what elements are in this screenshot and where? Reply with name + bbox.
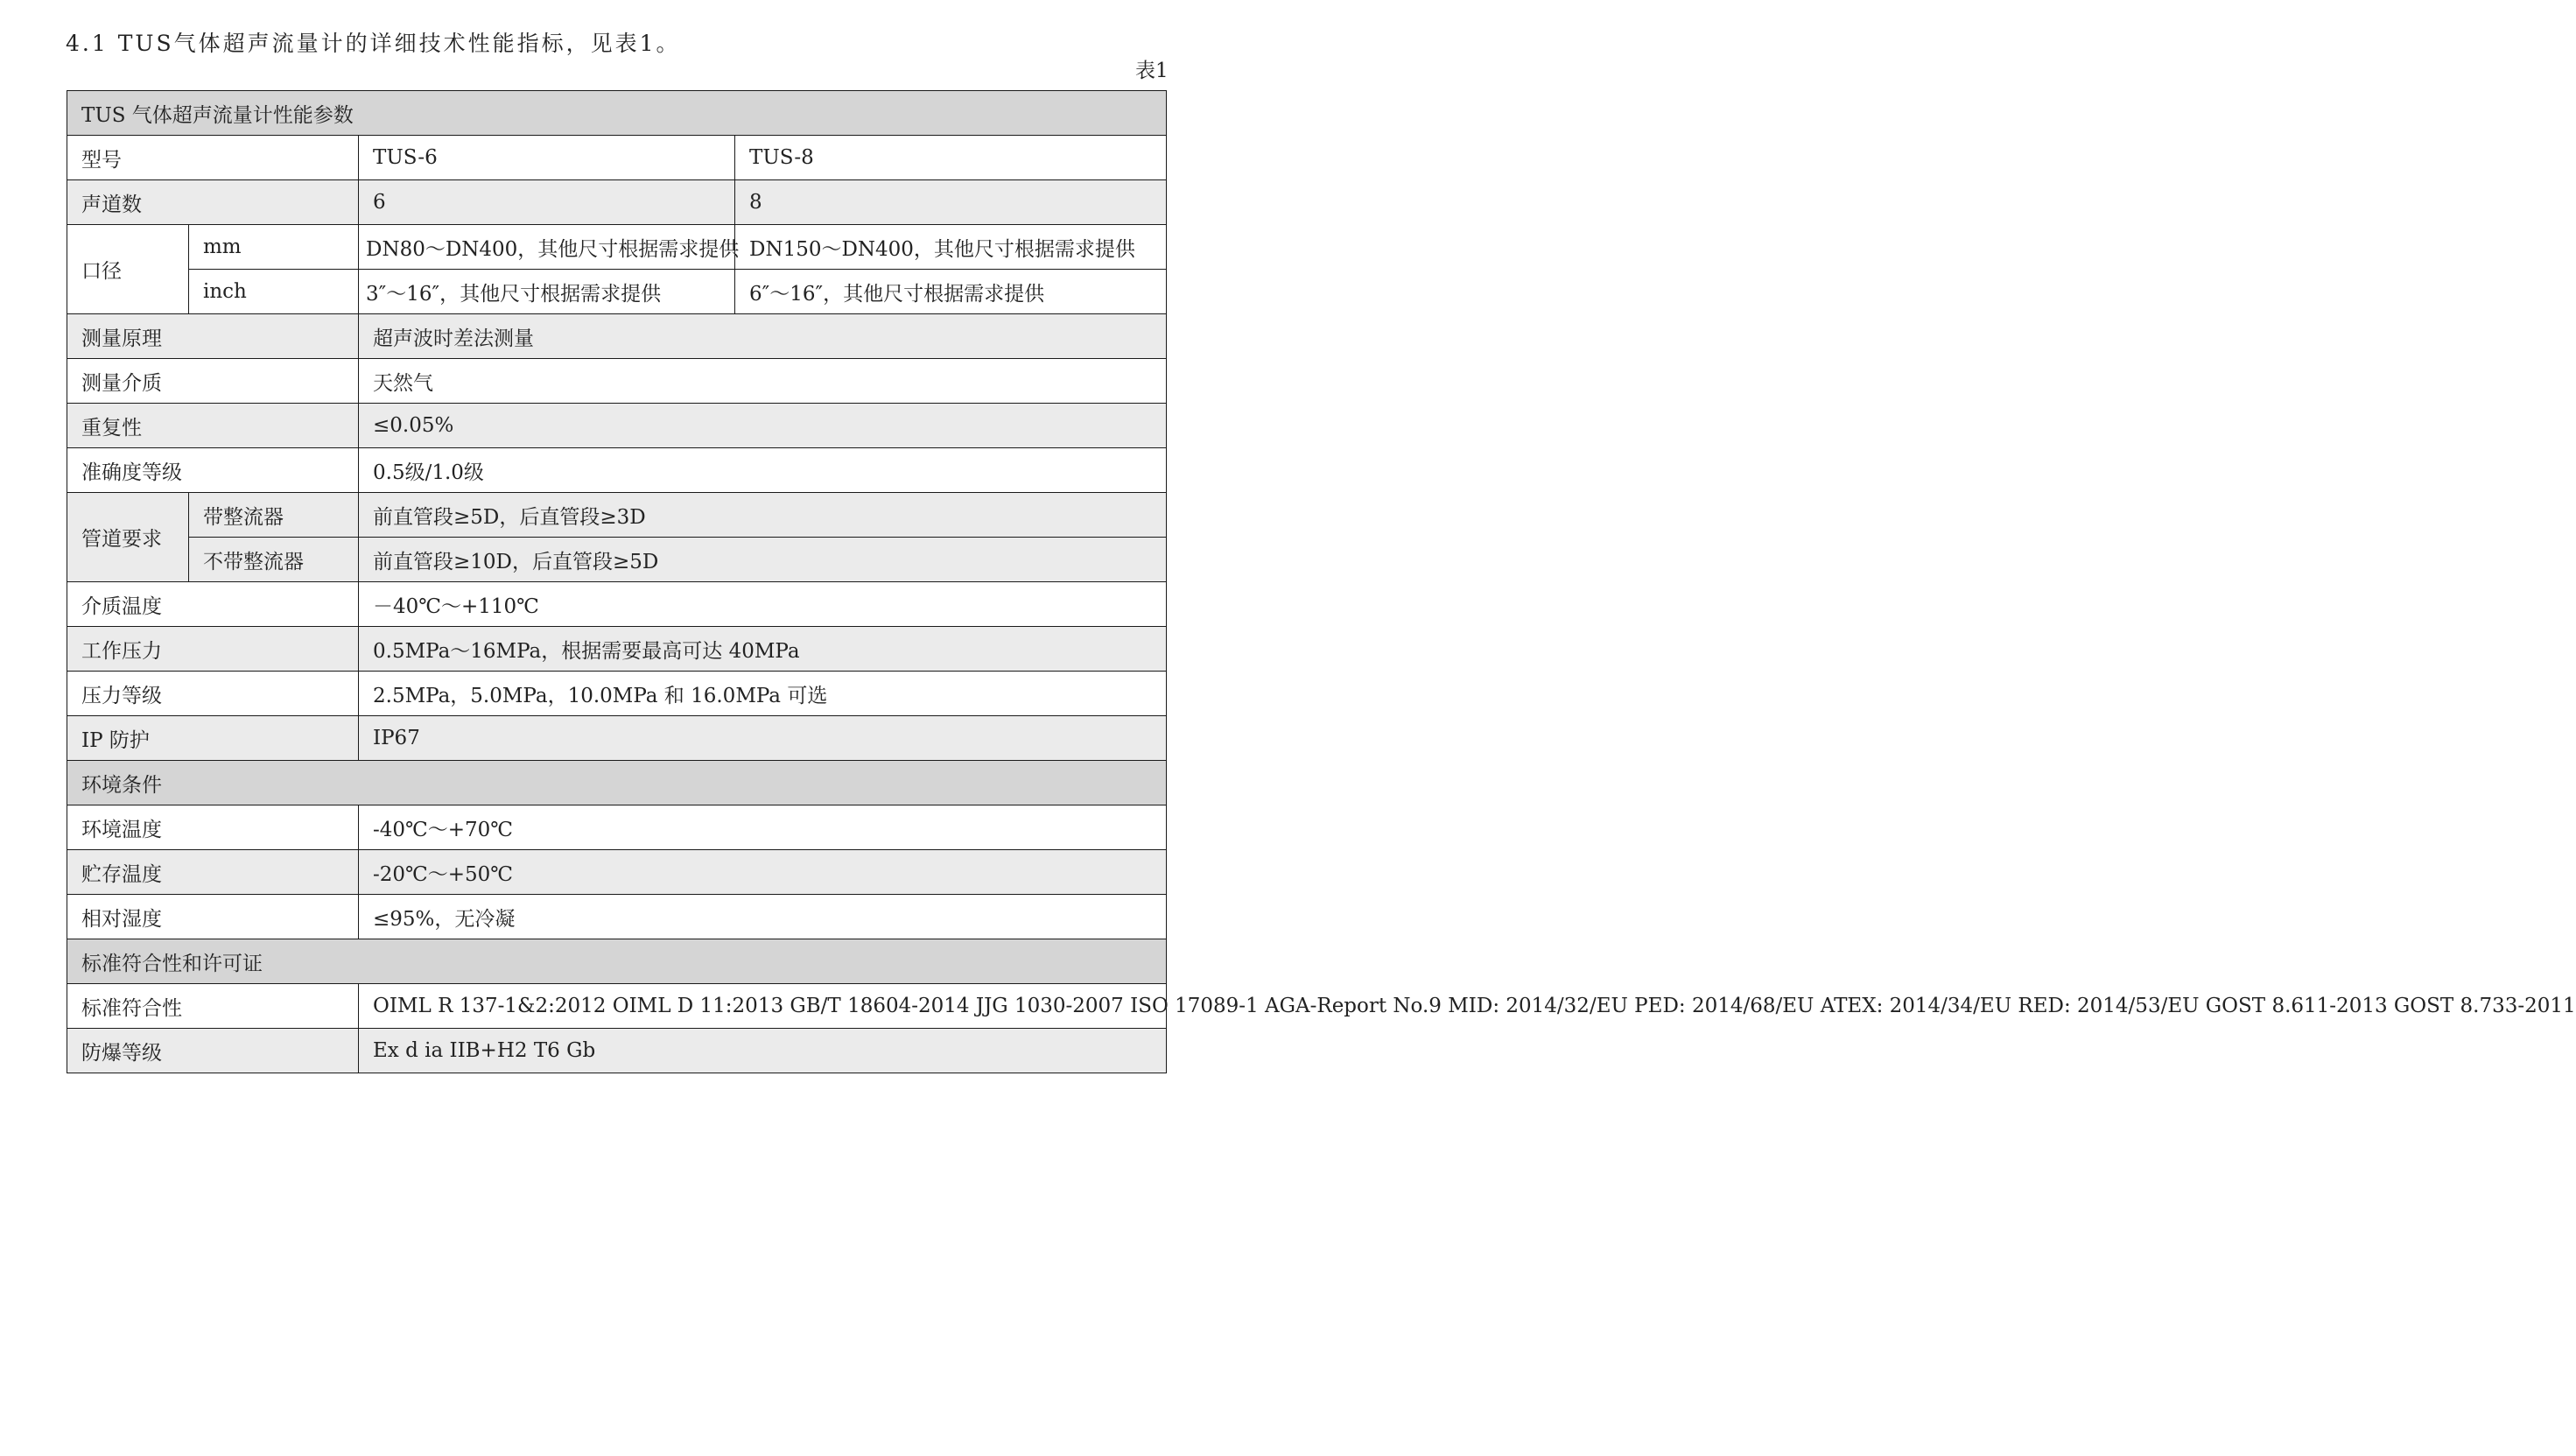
section-row-environment	[67, 761, 1167, 805]
row-label: 压力等级	[67, 672, 359, 716]
row-label: 相对湿度	[67, 895, 359, 939]
table-row-working-pressure	[67, 627, 1167, 672]
row-value: －40℃～+110℃	[359, 582, 1167, 627]
row-label: 标准符合性	[67, 984, 359, 1029]
cell-tus6-diameter-mm: DN80～DN400，其他尺寸根据需求提供	[359, 225, 735, 270]
row-value: -40℃～+70℃	[359, 805, 1167, 850]
row-label: IP 防护	[67, 716, 359, 761]
cell-tus6-model: TUS-6	[359, 136, 735, 180]
cell-tus6-channels: 6	[359, 180, 735, 225]
cell-tus8-diameter-mm: DN150～DN400，其他尺寸根据需求提供	[735, 225, 1167, 270]
table-row-pressure-class	[67, 672, 1167, 716]
standards-list: OIML R 137-1&2:2012 OIML D 11:2013 GB/T 18604-2014 JJG 1030-2007 ISO 17089-1 AGA-Report No.9 MID: 2014/32/EU PED: 2014/68/EU ATEX: 2014/34/EU RED: 2014/53/EU GOST 8.611-2013 GOST 8.733-2011	[359, 984, 1167, 1029]
piping-without-conditioner: 不带整流器	[189, 538, 359, 582]
row-value: 0.5MPa～16MPa，根据需要最高可达 40MPa	[359, 627, 1167, 672]
row-label: 型号	[67, 136, 359, 180]
row-label: 环境温度	[67, 805, 359, 850]
row-label-diameter: 口径	[67, 225, 189, 314]
table-row-piping-with	[67, 493, 1167, 538]
cell-tus8-model: TUS-8	[735, 136, 1167, 180]
section-title-performance: TUS 气体超声流量计性能参数	[67, 91, 1167, 136]
row-label: 防爆等级	[67, 1029, 359, 1073]
row-value: -20℃～+50℃	[359, 850, 1167, 895]
table-row-piping-without	[67, 538, 1167, 582]
section-row-standards	[67, 939, 1167, 984]
cell-tus8-diameter-inch: 6″～16″，其他尺寸根据需求提供	[735, 270, 1167, 314]
piping-with-conditioner: 带整流器	[189, 493, 359, 538]
row-label-piping: 管道要求	[67, 493, 189, 582]
table-row-accuracy	[67, 448, 1167, 493]
cell-tus6-diameter-inch: 3″～16″，其他尺寸根据需求提供	[359, 270, 735, 314]
section-row-performance	[67, 91, 1167, 136]
row-label: 测量介质	[67, 359, 359, 404]
row-value: IP67	[359, 716, 1167, 761]
row-label: 工作压力	[67, 627, 359, 672]
row-label: 准确度等级	[67, 448, 359, 493]
row-label: 测量原理	[67, 314, 359, 359]
row-label: 介质温度	[67, 582, 359, 627]
table-row-model	[67, 136, 1167, 180]
row-label: 重复性	[67, 404, 359, 448]
table-row-medium-temp	[67, 582, 1167, 627]
table-row-diameter-mm	[67, 225, 1167, 270]
table-row-ambient-temp	[67, 805, 1167, 850]
table-row-principle	[67, 314, 1167, 359]
row-label: 声道数	[67, 180, 359, 225]
unit-inch: inch	[189, 270, 359, 314]
table-row-explosion	[67, 1029, 1167, 1073]
row-value: ≤95%，无冷凝	[359, 895, 1167, 939]
row-value: 前直管段≥5D，后直管段≥3D	[359, 493, 1167, 538]
row-value: 2.5MPa，5.0MPa，10.0MPa 和 16.0MPa 可选	[359, 672, 1167, 716]
table-row-diameter-inch	[67, 270, 1167, 314]
table-row-standards	[67, 984, 1167, 1029]
section-heading: 4.1 TUS气体超声流量计的详细技术性能指标，见表1。	[66, 31, 681, 56]
row-value: ≤0.05%	[359, 404, 1167, 448]
table-row-humidity	[67, 895, 1167, 939]
table-row-repeatability	[67, 404, 1167, 448]
table-row-storage-temp	[67, 850, 1167, 895]
row-value: Ex d ia IIB+H2 T6 Gb	[359, 1029, 1167, 1073]
cell-tus8-channels: 8	[735, 180, 1167, 225]
section-title-environment: 环境条件	[67, 761, 1167, 805]
row-value: 前直管段≥10D，后直管段≥5D	[359, 538, 1167, 582]
unit-mm: mm	[189, 225, 359, 270]
row-label: 贮存温度	[67, 850, 359, 895]
row-value: 超声波时差法测量	[359, 314, 1167, 359]
table-row-ip	[67, 716, 1167, 761]
table-number-label: 表1	[1135, 60, 1169, 82]
row-value: 0.5级/1.0级	[359, 448, 1167, 493]
table-row-medium	[67, 359, 1167, 404]
row-value: 天然气	[359, 359, 1167, 404]
spec-table	[67, 90, 2576, 1073]
section-title-standards: 标准符合性和许可证	[67, 939, 1167, 984]
table-row-channels	[67, 180, 1167, 225]
